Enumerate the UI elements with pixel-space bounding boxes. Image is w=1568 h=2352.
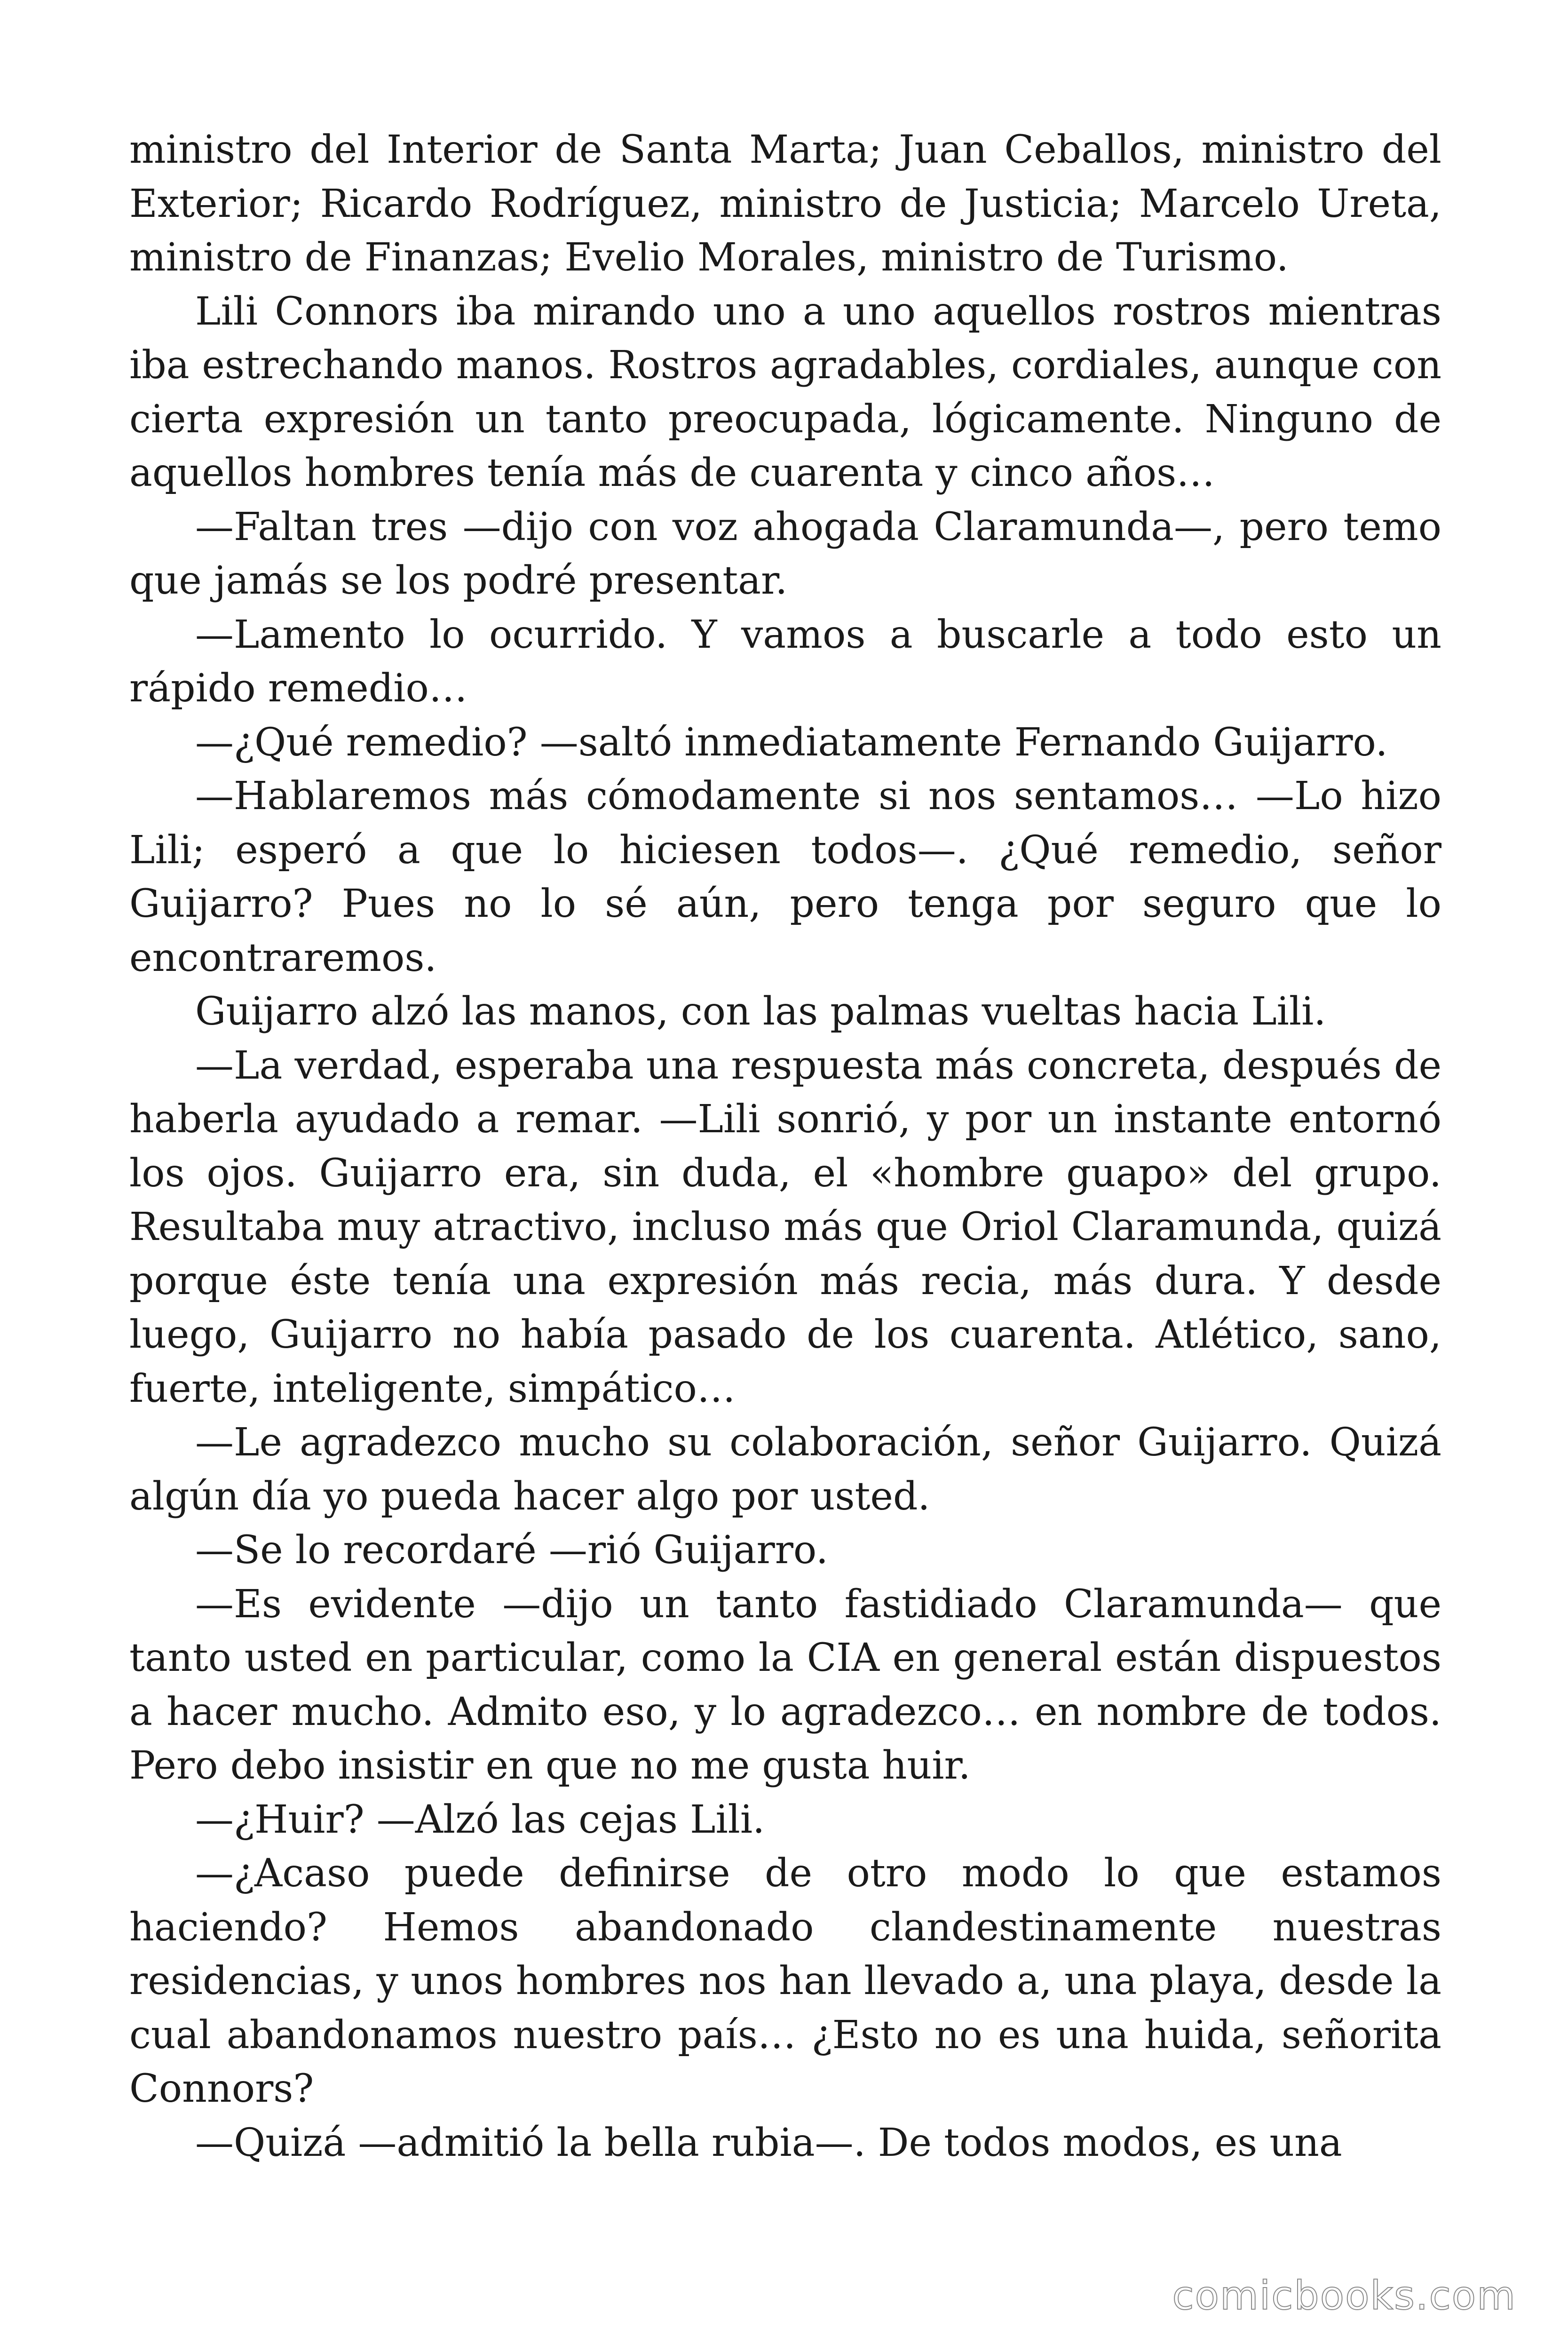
paragraph: —Hablaremos más cómodamente si nos sentamos… —Lo hizo Lili; esperó a que lo hiciesen todos—. ¿Qué remedio, señor Guijarro? Pues no lo sé aún, pero tenga por seguro que lo encontraremos. — [129, 774, 1441, 980]
paragraph: ministro del Interior de Santa Marta; Juan Ceballos, ministro del Exterior; Ricardo Rodríguez, ministro de Justicia; Marcelo Ureta, ministro de Finanzas; Evelio Morales, ministro de Turismo. — [129, 127, 1441, 280]
paragraph: —La verdad, esperaba una respuesta más concreta, después de haberla ayudado a remar. —Lili sonrió, y por un instante entornó los ojos. Guijarro era, sin duda, el «hombre guapo» del grupo. Resultaba muy atractivo, incluso más que Oriol Claramunda, quizá porque éste tenía una expresión más recia, más dura. Y desde luego, Guijarro no había pasado de los cuarenta. Atlético, sano, fuerte, inteligente, simpático… — [129, 1043, 1441, 1411]
paragraph: —Quizá —admitió la bella rubia—. De todos modos, es una — [195, 2120, 1342, 2165]
paragraph: —¿Qué remedio? —saltó inmediatamente Fernando Guijarro. — [195, 720, 1388, 765]
paragraph: —Le agradezco mucho su colaboración, señor Guijarro. Quizá algún día yo pueda hacer algo por usted. — [129, 1420, 1441, 1519]
paragraph: Lili Connors iba mirando uno a uno aquellos rostros mientras iba estrechando manos. Rostros agradables, cordiales, aunque con cierta expresión un tanto preocupada, lógicamente. Ninguno de aquellos hombres tenía más de cuarenta y cinco años… — [129, 289, 1441, 495]
paragraph: Guijarro alzó las manos, con las palmas vueltas hacia Lili. — [195, 989, 1326, 1034]
paragraph: —Faltan tres —dijo con voz ahogada Claramunda—, pero temo que jamás se los podré presentar. — [129, 504, 1441, 603]
paragraph: —¿Huir? —Alzó las cejas Lili. — [195, 1797, 765, 1842]
book-page-text — [129, 123, 1441, 2170]
paragraph: —Se lo recordaré —rió Guijarro. — [195, 1528, 828, 1573]
paragraph: —Es evidente —dijo un tanto fastidiado Claramunda— que tanto usted en particular, como la CIA en general están dispuestos a hacer mucho. Admito eso, y lo agradezco… en nombre de todos. Pero debo insistir en que no me gusta huir. — [129, 1581, 1441, 1788]
watermark: comicbooks.com — [1172, 2273, 1516, 2319]
paragraph: —Lamento lo ocurrido. Y vamos a buscarle a todo esto un rápido remedio… — [129, 612, 1441, 711]
paragraph: —¿Acaso puede definirse de otro modo lo que estamos haciendo? Hemos abandonado clandestinamente nuestras residencias, y unos hombres nos han llevado a, una playa, desde la cual abandonamos nuestro país… ¿Esto no es una huida, señorita Connors? — [129, 1851, 1441, 2111]
